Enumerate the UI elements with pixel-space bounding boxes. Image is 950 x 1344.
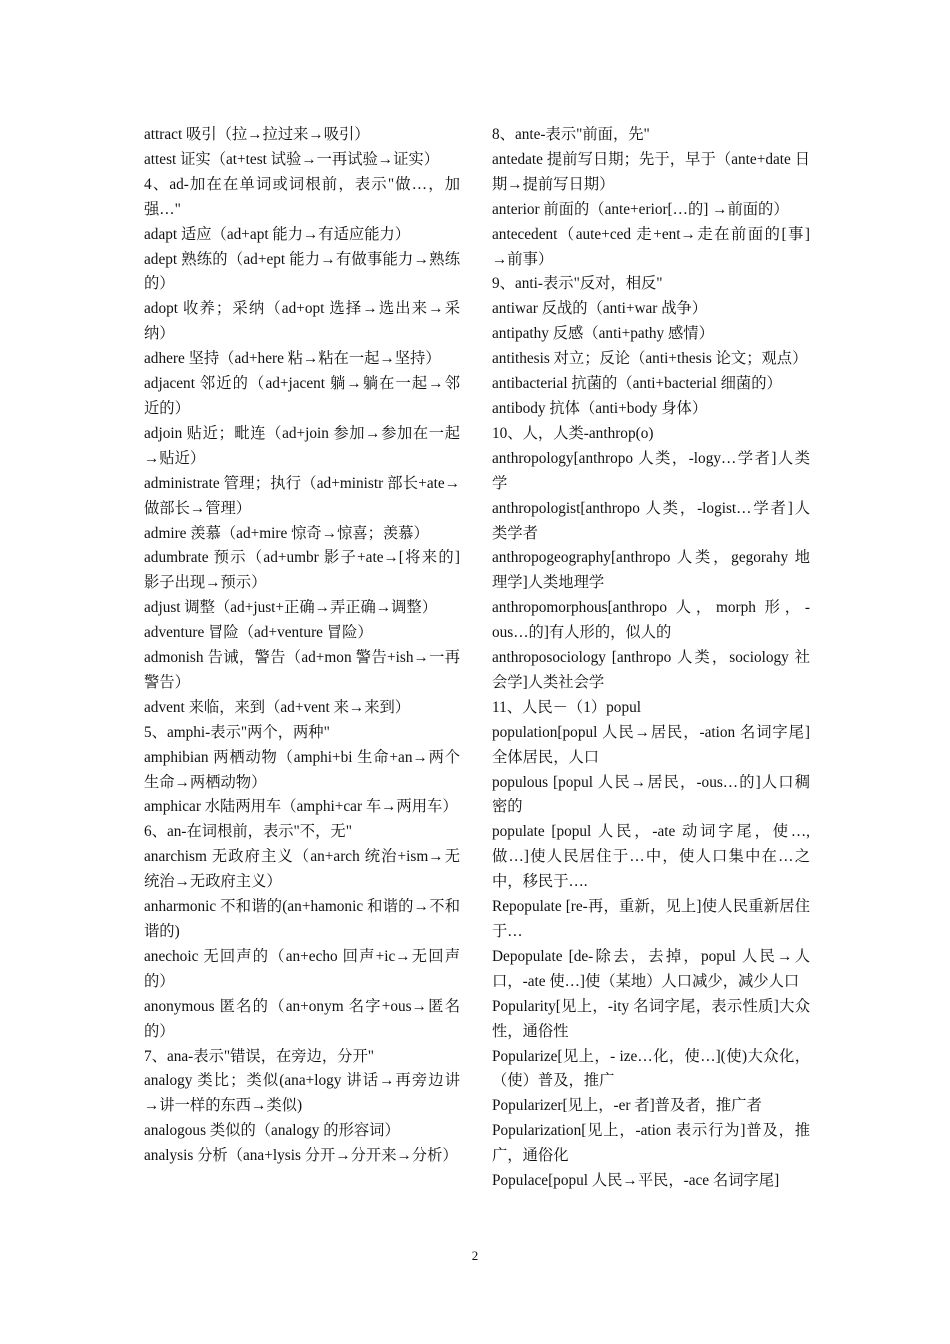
text-line: antibacterial 抗菌的（anti+bacterial 细菌的） <box>492 375 782 393</box>
text-line: Repopulate [re-再，重新，见上]使人民重新居住于… <box>492 898 810 940</box>
text-line: Popularity[见上，-ity 名词字尾，表示性质]大众性，通俗性 <box>492 997 810 1040</box>
text-line: antedate 提前写日期；先于，早于（ante+date 日期→提前写日期） <box>492 150 810 193</box>
text-line: 10、人，人类-anthrop(o) <box>492 424 654 442</box>
text-line: antiwar 反战的（anti+war 战争） <box>492 300 708 318</box>
text-line: Popularization[见上，-ation 表示行为]普及，推广，通俗化 <box>492 1122 810 1165</box>
left-column <box>144 123 460 1169</box>
text-line: populous [popul 人民→居民，-ous…的]人口稠密的 <box>492 773 810 816</box>
page-number: 2 <box>471 1248 479 1263</box>
text-line: administrate 管理；执行（ad+ministr 部长+ate→做部长→管理） <box>144 474 460 517</box>
text-line: adept 熟练的（ad+ept 能力→有做事能力→熟练的） <box>144 250 460 293</box>
text-line: anterior 前面的（ante+erior[…的] →前面的） <box>492 200 789 218</box>
text-line: anonymous 匿名的（an+onym 名字+ous→匿名的） <box>144 997 460 1040</box>
text-line: Populace[popul 人民→平民，-ace 名词字尾] <box>492 1172 780 1190</box>
text-line: antithesis 对立；反论（anti+thesis 论文；观点） <box>492 350 808 368</box>
text-line: anechoic 无回声的（an+echo 回声+ic→无回声的） <box>144 947 460 990</box>
text-line: adhere 坚持（ad+here 粘→粘在一起→坚持） <box>144 350 441 368</box>
text-line: anthroposociology [anthropo 人类，sociology 社会学]人类社会学 <box>492 649 810 691</box>
text-line: analogous 类似的（analogy 的形容词） <box>144 1122 400 1140</box>
text-line: amphibian 两栖动物（amphi+bi 生命+an→两个生命→两栖动物） <box>144 748 460 791</box>
text-line: 7、ana-表示"错误，在旁边，分开" <box>144 1047 375 1065</box>
text-line: Popularizer[见上，-er 者]普及者，推广者 <box>492 1097 762 1115</box>
text-line: adopt 收养；采纳（ad+opt 选择→选出来→采纳） <box>144 300 460 343</box>
text-line: population[popul 人民→居民，-ation 名词字尾]全体居民，人口 <box>492 723 810 766</box>
text-line: adjacent 邻近的（ad+jacent 躺→躺在一起→邻近的） <box>144 375 460 417</box>
text-line: anthropomorphous[anthropo 人，morph 形，-ous…的]有人形的，似人的 <box>492 599 810 642</box>
text-line: anharmonic 不和谐的(an+hamonic 和谐的→不和谐的) <box>144 898 460 940</box>
text-line: Depopulate [de-除去，去掉，popul 人民→人口，-ate 使…]使（某地）人口减少，减少人口 <box>492 947 810 990</box>
text-line: admire 羡慕（ad+mire 惊奇→惊喜；羡慕） <box>144 524 429 542</box>
right-column <box>492 123 810 1194</box>
text-line: anthropologist[anthropo 人类，-logist…学者]人类学者 <box>492 499 810 542</box>
text-line: adjust 调整（ad+just+正确→弄正确→调整） <box>144 599 438 617</box>
text-line: analogy 类比；类似(ana+logy 讲话→再旁边讲→讲一样的东西→类似) <box>144 1072 460 1115</box>
text-line: analysis 分析（ana+lysis 分开→分开来→分析） <box>144 1147 458 1165</box>
text-line: 9、anti-表示"反对，相反" <box>492 275 663 293</box>
text-line: antipathy 反感（anti+pathy 感情） <box>492 325 714 343</box>
text-line: antecedent（aute+ced 走+ent→走在前面的[事] →前事） <box>492 225 810 268</box>
text-line: advent 来临，来到（ad+vent 来→来到） <box>144 698 411 716</box>
text-line: anthropogeography[anthropo 人类，gegorahy 地理学]人类地理学 <box>492 549 810 592</box>
text-line: anarchism 无政府主义（an+arch 统治+ism→无统治→无政府主义） <box>144 848 460 891</box>
text-line: amphicar 水陆两用车（amphi+car 车→两用车） <box>144 798 458 816</box>
text-line: 11、人民－（1）popul <box>492 698 642 716</box>
text-line: adapt 适应（ad+apt 能力→有适应能力） <box>144 225 411 243</box>
text-line: antibody 抗体（anti+body 身体） <box>492 399 708 417</box>
text-line: 5、amphi-表示"两个，两种" <box>144 723 330 741</box>
text-line: populate [popul 人民，-ate 动词字尾，使…,做…]使人民居住于…中，使人口集中在…之中，移民于…. <box>492 823 810 891</box>
text-line: adventure 冒险（ad+venture 冒险） <box>144 624 373 642</box>
text-line: 6、an-在词根前，表示"不，无" <box>144 823 352 841</box>
text-line: Popularize[见上，- ize…化，使…](使)大众化，（使）普及，推广 <box>492 1047 810 1090</box>
text-line: adjoin 贴近；毗连（ad+join 参加→参加在一起→贴近） <box>144 424 460 467</box>
text-line: attract 吸引（拉→拉过来→吸引） <box>144 126 370 143</box>
text-line: adumbrate 预示（ad+umbr 影子+ate→[将来的]影子出现→预示） <box>144 549 460 592</box>
text-line: admonish 告诫，警告（ad+mon 警告+ish→一再警告） <box>144 649 460 691</box>
text-line: attest 证实（at+test 试验→一再试验→证实） <box>144 150 439 168</box>
text-line: anthropology[anthropo 人类，-logy…学者]人类学 <box>492 449 810 492</box>
text-line: 4、ad-加在在单词或词根前，表示"做…，加强…" <box>144 175 460 218</box>
text-line: 8、ante-表示"前面，先" <box>492 126 650 143</box>
